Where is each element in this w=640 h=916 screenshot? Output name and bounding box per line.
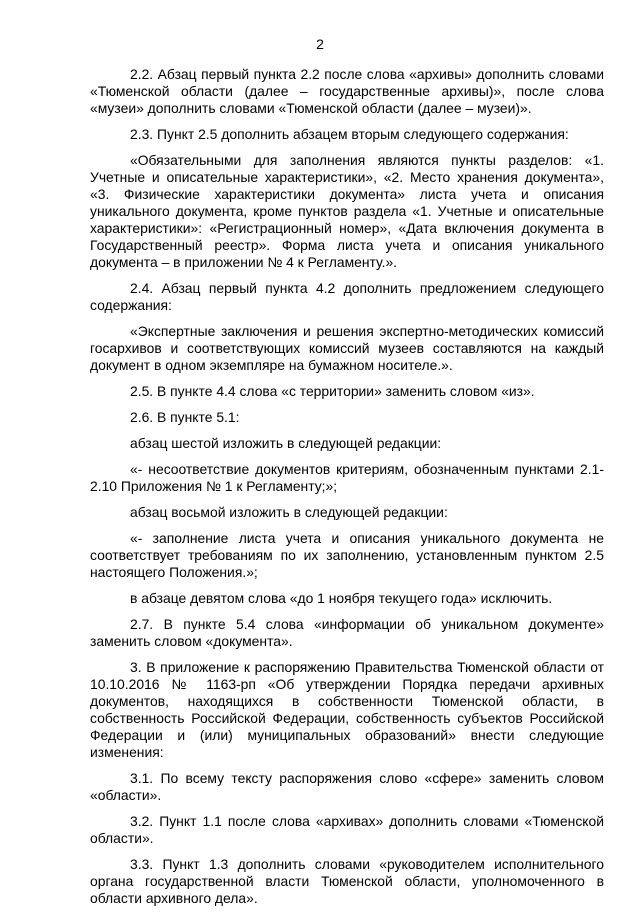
document-body [90,66,604,916]
page-number: 2 [316,36,324,52]
paragraph-2-6: 2.6. В пункте 5.1: [130,409,240,425]
paragraph-2-6-ninth: в абзаце девятом слова «до 1 ноября текущего года» исключить. [130,590,553,606]
paragraph-2-4: 2.4. Абзац первый пункта 4.2 дополнить предложением следующего содержания: [90,280,604,313]
paragraph-3-3: 3.3. Пункт 1.3 дополнить словами «руководителем исполнительного органа государственной власти Тюменской области, уполномоченного в области архивного дела». [90,856,604,906]
paragraph-2-2: 2.2. Абзац первый пункта 2.2 после слова «архивы» дополнить словами «Тюменской области (далее – государственные архивы)», после слова «музеи» дополнить словами «Тюменской области (далее – музеи)». [90,66,604,116]
paragraph-2-3: 2.3. Пункт 2.5 дополнить абзацем вторым следующего содержания: [130,126,569,142]
paragraph-2-3-quote: «Обязательными для заполнения являются пункты разделов: «1. Учетные и описательные характеристики», «2. Место хранения документа», «3. Физические характеристики документа» листа учета и описания уникального документа, кроме пунктов раздела «1. Учетные и описательные характеристики»: «Регистрационный номер», «Дата включения документа в Государственный реестр». Форма листа учета и описания уникального документа – в приложении № 4 к Регламенту.». [90,152,604,270]
paragraph-2-6-sixth-text: «- несоответствие документов критериям, обозначенным пунктами 2.1-2.10 Приложения № 1 к Регламенту;»; [90,461,604,494]
paragraph-3-2: 3.2. Пункт 1.1 после слова «архивах» дополнить словами «Тюменской области». [90,813,604,846]
paragraph-3: 3. В приложение к распоряжению Правительства Тюменской области от 10.10.2016 № 1163-рп «Об утверждении Порядка передачи архивных документов, находящихся в собственности Тюменской области, в собственность Российской Федерации, собственность субъектов Российской Федерации и (или) муниципальных образований» внести следующие изменения: [90,659,604,760]
paragraph-2-6-eighth-text: «- заполнение листа учета и описания уникального документа не соответствует требованиям по их заполнению, установленным пунктом 2.5 настоящего Положения.»; [90,530,604,580]
paragraph-3-1: 3.1. По всему тексту распоряжения слово «сфере» заменить словом «области». [90,770,604,803]
paragraph-2-6-eighth: абзац восьмой изложить в следующей редакции: [130,504,448,520]
paragraph-2-6-sixth: абзац шестой изложить в следующей редакции: [130,435,442,451]
paragraph-2-5: 2.5. В пункте 4.4 слова «с территории» заменить словом «из». [130,383,535,399]
paragraph-2-7: 2.7. В пункте 5.4 слова «информации об уникальном документе» заменить словом «документа». [90,616,604,649]
paragraph-2-4-quote: «Экспертные заключения и решения экспертно-методических комиссий госархивов и соответствующих комиссий музеев составляются на каждый документ в одном экземпляре на бумажном носителе.». [90,323,604,373]
